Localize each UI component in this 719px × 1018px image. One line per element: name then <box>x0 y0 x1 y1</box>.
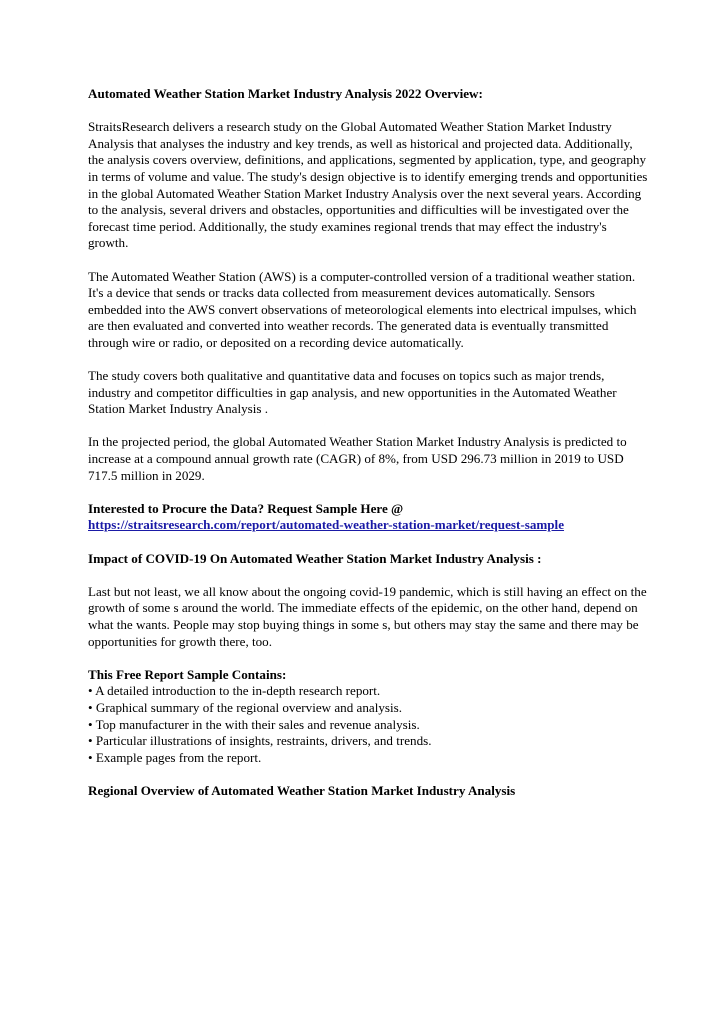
covid-paragraph: Last but not least, we all know about the ongoing covid-19 pandemic, which is still having an effect on the growth of some s around the world. The immediate effects of the epidemic, on the other hand, depend on what the wants. People may stop buying things in some s, but others may stay the same and there may be opportunities for growth there, too. <box>88 583 647 649</box>
request-sample-heading: Interested to Procure the Data? Request Sample Here @ <box>88 500 404 516</box>
list-item: • Example pages from the report. <box>88 749 262 765</box>
aws-definition-paragraph: The Automated Weather Station (AWS) is a computer-controlled version of a traditional weather station. It's a device that sends or tracks data collected from measurement devices automatically. Sensors embedded into the AWS convert observations of meteorological elements into electrical impulses, which are then evaluated and converted into weather records. The generated data is eventually transmitted through wire or radio, or deposited on a recording device automatically. <box>88 268 637 350</box>
request-sample-link[interactable]: https://straitsresearch.com/report/automated-weather-station-market/request-sample <box>88 517 565 533</box>
cagr-paragraph: In the projected period, the global Automated Weather Station Market Industry Analysis is predicted to increase at a compound annual growth rate (CAGR) of 8%, from USD 296.73 million in 2019 to USD 717.5 million in 2029. <box>88 434 627 483</box>
overview-heading: Automated Weather Station Market Industry Analysis 2022 Overview: <box>88 86 483 101</box>
document-body <box>88 86 648 800</box>
regional-overview-heading: Regional Overview of Automated Weather Station Market Industry Analysis <box>88 782 516 798</box>
covid-heading: Impact of COVID-19 On Automated Weather Station Market Industry Analysis : <box>88 550 542 566</box>
list-item: • Graphical summary of the regional overview and analysis. <box>88 699 403 715</box>
list-item: • Top manufacturer in the with their sales and revenue analysis. <box>88 716 420 732</box>
intro-paragraph: StraitsResearch delivers a research study on the Global Automated Weather Station Market Industry Analysis that analyses the industry and key trends, as well as historical and projected data. Additionally, the analysis covers overview, definitions, and applications, segmented by application, type, and geography in terms of volume and value. The study's design objective is to identify emerging trends and opportunities in the global Automated Weather Station Market Industry Analysis over the next several years. According to the analysis, several drivers and obstacles, opportunities and difficulties will be investigated over the forecast time period. Additionally, the study examines regional trends that may effect the industry's growth. <box>88 119 648 251</box>
list-item: • A detailed introduction to the in-depth research report. <box>88 683 381 699</box>
list-item: • Particular illustrations of insights, restraints, drivers, and trends. <box>88 733 432 749</box>
study-coverage-paragraph: The study covers both qualitative and quantitative data and focuses on topics such as major trends, industry and competitor difficulties in gap analysis, and new opportunities in the Automated Weather Station Market Industry Analysis . <box>88 368 617 417</box>
sample-contents-heading: This Free Report Sample Contains: <box>88 666 287 682</box>
